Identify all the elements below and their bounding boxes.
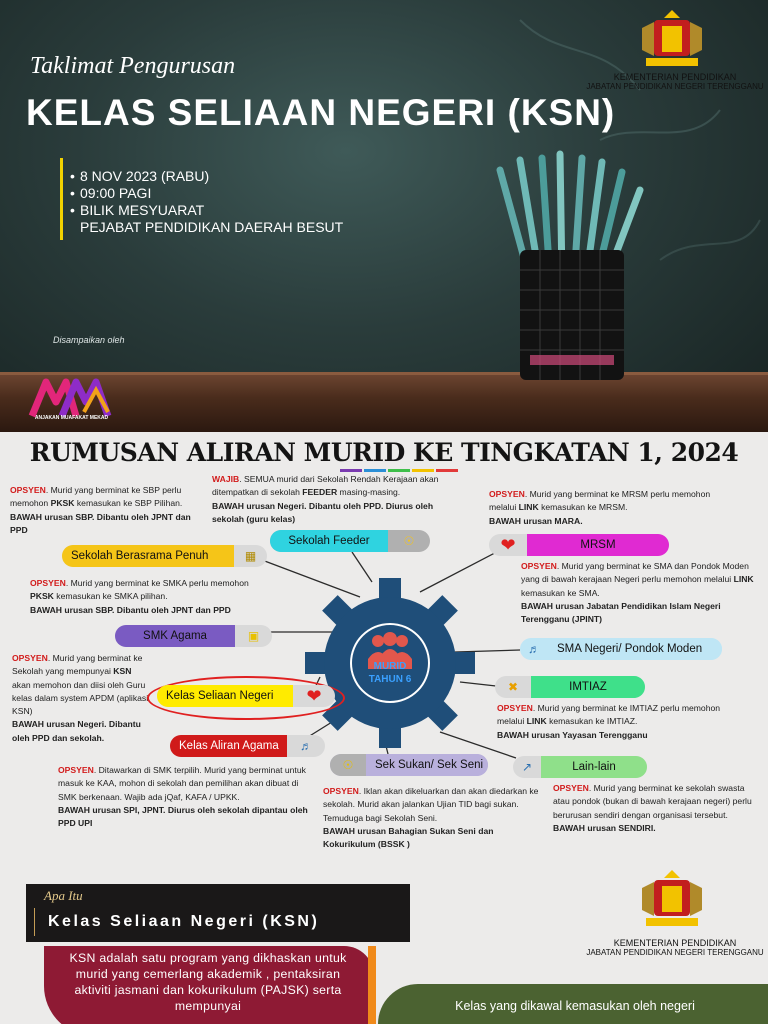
crest-icon xyxy=(632,8,712,70)
chart-icon: ↗ xyxy=(521,760,533,774)
node-lain[interactable] xyxy=(513,756,647,778)
ksn-definition-text: KSN adalah satu program yang dikhaskan untuk murid yang cemerlang akademik , pentaksiran aktiviti jasmani dan kokurikulum (PAJSK) serta mempunyai xyxy=(69,951,347,1013)
note-sbp: OPSYEN. Murid yang berminat ke SBP perlu memohon PKSK kemasukan ke SBP Pilihan. BAWAH urusan SBP. Dibantu oleh JPNT dan PPD xyxy=(10,485,191,535)
node-sbp-label: Sekolah Berasrama Penuh xyxy=(62,545,234,567)
slide-subtitle: Taklimat Pengurusan xyxy=(30,53,236,79)
tools-icon: ✖ xyxy=(507,680,519,694)
gear-center-label xyxy=(340,660,440,686)
info-card-text: Kelas yang dikawal kemasukan oleh negeri xyxy=(455,999,695,1013)
node-ksn[interactable] xyxy=(157,685,335,707)
node-kaa-label: Kelas Aliran Agama xyxy=(170,735,287,757)
node-mrsm-label: MRSM xyxy=(527,534,669,556)
crest-icon xyxy=(632,868,712,930)
note-feeder: WAJIB. SEMUA murid dari Sekolah Rendah Kerajaan akan ditempatkan di sekolah FEEDER masing-masing. BAWAH urusan Negeri. Dibantu oleh PPD. Diurus oleh sekolah (guru kelas) xyxy=(212,474,439,524)
detail-venue-cont: PEJABAT PENDIDIKAN DAERAH BESUT xyxy=(80,219,344,235)
presented-by: Disampaikan oleh xyxy=(53,335,125,345)
kicker-text: Apa Itu xyxy=(44,888,83,903)
ministry-label xyxy=(582,938,768,957)
wooden-shelf xyxy=(0,375,768,432)
note-imtiaz: OPSYEN. Murid yang berminat ke IMTIAZ perlu memohon melalui LINK kemasukan ke IMTIAZ. BAWAH urusan Yayasan Terengganu xyxy=(497,703,721,740)
chat-icon: ▣ xyxy=(247,629,260,643)
detail-time: • 09:00 PAGI xyxy=(70,185,152,201)
ministry-label xyxy=(582,72,768,91)
node-mrsm[interactable] xyxy=(489,534,669,556)
section-heading: Kelas Seliaan Negeri (KSN) xyxy=(48,913,320,930)
node-sukan-label: Sek Sukan/ Sek Seni xyxy=(366,754,488,776)
ksn-intro-slide xyxy=(0,866,768,1024)
node-sbp[interactable] xyxy=(62,545,267,567)
node-kaa[interactable] xyxy=(170,735,325,757)
target-icon: ☉ xyxy=(330,754,366,776)
megaphone-icon: ♬ xyxy=(300,739,312,753)
note-sma: OPSYEN. Murid yang berminat ke SMA dan Pondok Moden yang di bawah kerajaan Negeri perlu memohon melalui LINK kemasukan ke SMA. BAWAH urusan Jabatan Pendidikan Islam Negeri Terengganu (JPINT) xyxy=(521,561,754,625)
note-ksn: OPSYEN. Murid yang berminat ke Sekolah yang mempunyai KSN akan memohon dan diisi oleh Guru kelas dalam system APDM (aplikasi KSN) BAWAH urusan Negeri. Dibantu oleh PPD dan sekolah. xyxy=(12,653,149,743)
node-sma-label: SMA Negeri/ Pondok Moden xyxy=(548,638,722,660)
heart-icon: ❤ xyxy=(306,685,322,706)
note-sukan: OPSYEN. Iklan akan dikeluarkan dan akan diedarkan ke sekolah. Murid akan jalankan Ujian TID bagi sukan. Temuduga bagi Sekolah Seni. BAWAH urusan Bahagian Sukan Seni dan Kokurikulum (BSSK ) xyxy=(323,786,539,850)
infographic-title: RUMUSAN ALIRAN MURID KE TINGKATAN 1, 2024 xyxy=(29,438,739,467)
node-smk-agama[interactable] xyxy=(115,625,272,647)
heading-accent-line xyxy=(34,908,35,936)
slide-title: KELAS SELIAAN NEGERI (KSN) xyxy=(26,92,616,133)
note-mrsm: OPSYEN. Murid yang berminat ke MRSM perlu memohon melalui LINK kemasukan ke MRSM. BAWAH urusan MARA. xyxy=(489,489,711,526)
node-lain-label: Lain-lain xyxy=(541,756,647,778)
node-imtiaz[interactable] xyxy=(495,676,645,698)
node-sukan[interactable] xyxy=(330,754,488,776)
logo-caption: ANJAKAN MUAFAKAT MEKAD xyxy=(34,415,109,421)
node-feeder[interactable] xyxy=(270,530,430,552)
note-lain: OPSYEN. Murid yang berminat ke sekolah swasta atau pondok (bukan di bawah kerajaan negeri) perlu berurusan sendiri dengan organisasi tersebut. BAWAH urusan SENDIRI. xyxy=(553,783,752,833)
ministry-name: KEMENTERIAN PENDIDIKAN xyxy=(613,938,737,948)
details-accent-bar xyxy=(60,158,63,240)
node-smk-agama-label: SMK Agama xyxy=(115,625,235,647)
lifebuoy-icon: ☉ xyxy=(403,534,415,548)
node-imtiaz-label: IMTIAZ xyxy=(531,676,645,698)
infographic xyxy=(0,432,768,866)
center-line-2: TAHUN 6 xyxy=(368,674,412,685)
card-accent-bar xyxy=(368,946,376,1024)
node-ksn-label: Kelas Seliaan Negeri xyxy=(157,685,293,707)
title-slide xyxy=(0,0,768,432)
note-smk-agama: OPSYEN. Murid yang berminat ke SMKA perlu memohon PKSK kemasukan ke SMKA pilihan. BAWAH urusan SBP. Dibantu oleh JPNT dan PPD xyxy=(30,578,249,615)
detail-date: • 8 NOV 2023 (RABU) xyxy=(70,168,210,184)
detail-venue: • BILIK MESYUARAT xyxy=(70,202,205,218)
megaphone-icon: ♬ xyxy=(528,642,540,656)
heart-icon: ❤ xyxy=(500,534,516,555)
department-name: JABATAN PENDIDIKAN NEGERI TERENGGANU xyxy=(586,948,764,957)
department-name: JABATAN PENDIDIKAN NEGERI TERENGGANU xyxy=(586,82,764,91)
ministry-name: KEMENTERIAN PENDIDIKAN xyxy=(613,72,737,82)
center-line-1: MURID xyxy=(373,661,407,672)
node-sma[interactable] xyxy=(520,638,722,660)
pencil-cup-image xyxy=(490,150,650,390)
map-icon: ▦ xyxy=(244,549,257,563)
note-kaa: OPSYEN. Ditawarkan di SMK terpilih. Murid yang berminat untuk masuk ke KAA, mohon di sekolah dan pemilihan akan dibuat di SMK berkenaan. Wajib ada jQaf, KAFA / UPKK. BAWAH urusan SPI, JPNT. Diurus oleh sekolah dipantau oleh PPD UPI xyxy=(58,765,308,829)
node-feeder-label: Sekolah Feeder xyxy=(270,530,388,552)
